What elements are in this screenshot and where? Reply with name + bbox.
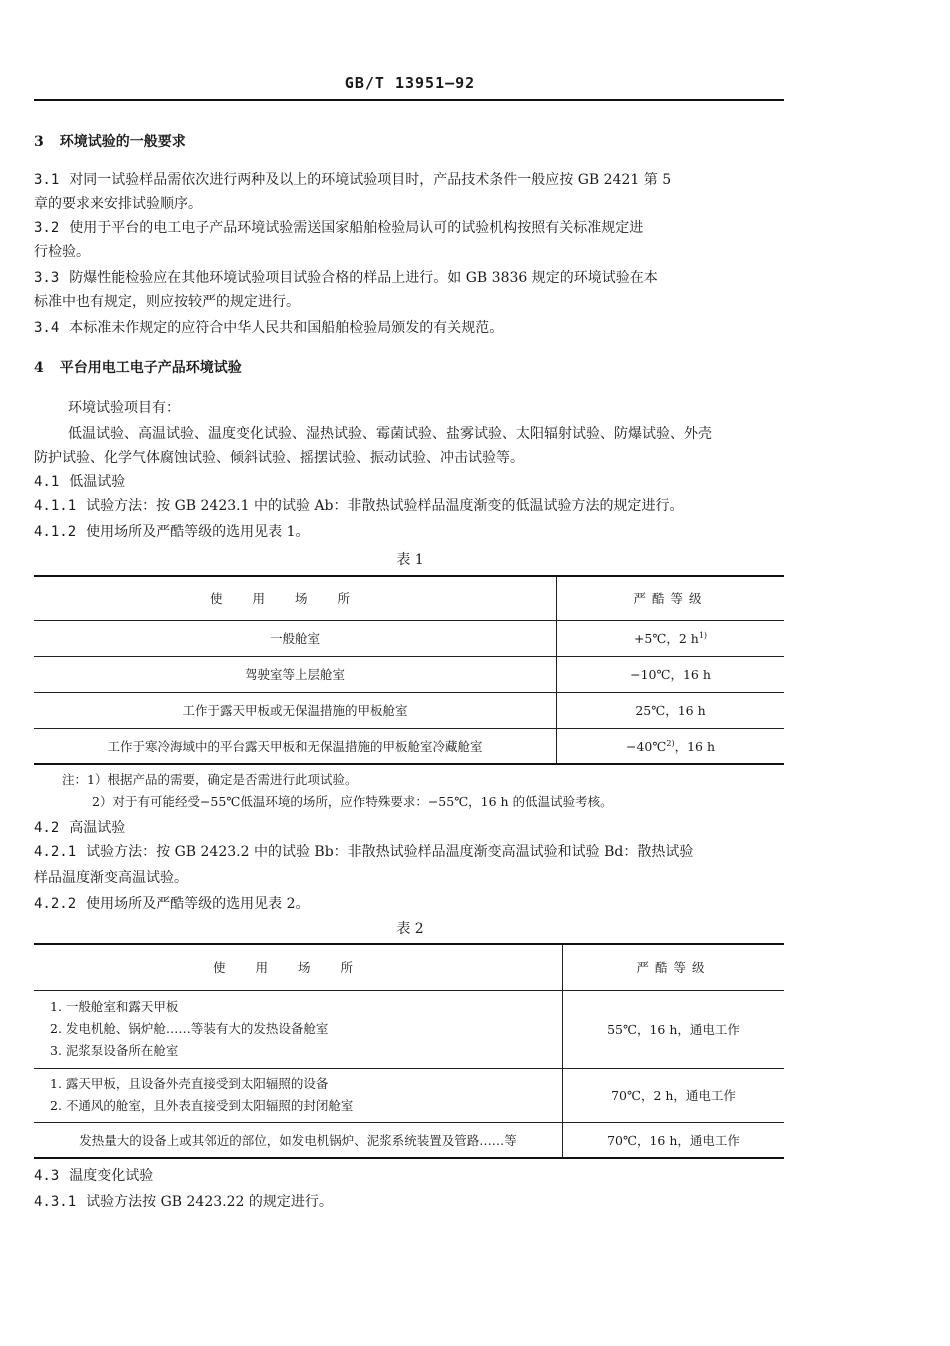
clause-4-1-1	[34, 494, 786, 518]
clause-title: 高温试验	[69, 820, 126, 836]
para-3-1-line1	[34, 168, 786, 192]
para-3-3-line2: 标准中也有规定，则应按较严的规定进行。	[34, 294, 300, 310]
level-cell: 70℃，2 h，通电工作	[563, 1068, 785, 1122]
clause-number: 4.1.2	[34, 524, 77, 540]
clause-number: 3.4	[34, 320, 60, 336]
test-items-line2: 防护试验、化学气体腐蚀试验、倾斜试验、摇摆试验、振动试验、冲击试验等。	[34, 450, 524, 466]
level-cell: −10℃，16 h	[557, 656, 785, 692]
para-3-1-line2: 章的要求来安排试验顺序。	[34, 196, 202, 212]
test-items-line1: 低温试验、高温试验、温度变化试验、湿热试验、霉菌试验、盐雾试验、太阳辐射试验、防爆试验、外壳	[68, 426, 712, 442]
table-row	[34, 990, 784, 1068]
place-cell	[34, 1068, 563, 1122]
para-3-2-line1	[34, 216, 786, 240]
place-cell: 工作于寒冷海域中的平台露天甲板和无保温措施的甲板舱室冷藏舱室	[34, 728, 557, 764]
level-cell: 55℃，16 h，通电工作	[563, 990, 785, 1068]
place-cell: 工作于露天甲板或无保温措施的甲板舱室	[34, 692, 557, 728]
column-header-level: 严酷等级	[563, 944, 785, 990]
list-item: 2. 发电机舱、锅炉舱……等装有大的发热设备舱室	[50, 1021, 329, 1036]
clause-number: 4.2.2	[34, 896, 77, 912]
section-number: 4	[34, 360, 44, 376]
clause-title: 温度变化试验	[69, 1168, 154, 1184]
para-text: 使用场所及严酷等级的选用见表 1。	[86, 524, 310, 540]
standard-code-header: GB/T 13951—92	[344, 74, 476, 92]
table-row	[34, 728, 784, 764]
table-2	[34, 943, 784, 1159]
footnote-ref: 1)	[698, 630, 708, 640]
level-cell	[557, 728, 785, 764]
level-text: −40℃	[625, 738, 667, 754]
list-item: 1. 露天甲板，且设备外壳直接受到太阳辐照的设备	[50, 1076, 329, 1091]
clause-4-2-1-line2: 样品温度渐变高温试验。	[34, 870, 188, 886]
table-row	[34, 692, 784, 728]
para-3-3-line1	[34, 266, 786, 290]
clause-number: 3.1	[34, 172, 60, 188]
column-header-place: 使用场所	[34, 944, 563, 990]
column-header-place: 使用场所	[34, 576, 557, 620]
table-1-note-2: 2）对于有可能经受−55℃低温环境的场所，应作特殊要求：−55℃，16 h 的低温试验考核。	[92, 794, 613, 809]
para-text: 对同一试验样品需依次进行两种及以上的环境试验项目时，产品技术条件一般应按 GB 2421 第 5	[69, 172, 672, 188]
clause-4-2-2	[34, 892, 786, 916]
place-cell: 驾驶室等上层舱室	[34, 656, 557, 692]
section-number: 3	[34, 134, 44, 150]
para-text: 试验方法：按 GB 2423.1 中的试验 Ab：非散热试验样品温度渐变的低温试验方法的规定进行。	[86, 498, 684, 514]
para-3-2-line2: 行检验。	[34, 244, 90, 260]
para-text: 本标准未作规定的应符合中华人民共和国船舶检验局颁发的有关规范。	[69, 320, 504, 336]
table-header-row	[34, 944, 784, 990]
list-item: 1. 一般舱室和露天甲板	[50, 999, 179, 1014]
clause-number: 4.2.1	[34, 844, 77, 860]
section-title: 平台用电工电子产品环境试验	[59, 360, 242, 376]
footnote-ref: 2)	[666, 738, 675, 748]
para-text: 试验方法按 GB 2423.22 的规定进行。	[86, 1194, 333, 1210]
clause-4-1-2	[34, 520, 786, 544]
place-cell	[34, 990, 563, 1068]
para-text: 防爆性能检验应在其他环境试验项目试验合格的样品上进行。如 GB 3836 规定的环境试验在本	[69, 270, 658, 286]
para-text: 试验方法：按 GB 2423.2 中的试验 Bb：非散热试验样品温度渐变高温试验和试验 Bd：散热试验	[86, 844, 694, 860]
table-row	[34, 1122, 784, 1158]
level-text: ，16 h	[674, 738, 716, 754]
para-3-4	[34, 316, 786, 340]
clause-number: 4.2	[34, 820, 60, 836]
level-text: +5℃，2 h	[633, 631, 699, 646]
section-title: 环境试验的一般要求	[59, 134, 186, 150]
list-item: 3. 泥浆泵设备所在舱室	[50, 1043, 179, 1058]
table-row	[34, 656, 784, 692]
table-header-row	[34, 576, 784, 620]
section-4-heading	[34, 356, 786, 380]
clause-4-3-1	[34, 1190, 786, 1214]
clause-number: 3.2	[34, 220, 60, 236]
table-1-caption: 表 1	[396, 552, 424, 568]
clause-number: 4.1.1	[34, 498, 77, 514]
table-1-note-1: 注：1）根据产品的需要，确定是否需进行此项试验。	[62, 772, 358, 787]
level-cell: 25℃，16 h	[557, 692, 785, 728]
clause-number: 3.3	[34, 270, 60, 286]
section-3-heading	[34, 130, 786, 154]
header-rule	[34, 99, 784, 101]
column-header-level: 严酷等级	[557, 576, 785, 620]
list-item: 2. 不通风的舱室，且外表直接受到太阳辐照的封闭舱室	[50, 1098, 354, 1113]
place-cell: 发热量大的设备上或其邻近的部位，如发电机锅炉、泥浆系统装置及管路……等	[34, 1122, 563, 1158]
para-text: 使用场所及严酷等级的选用见表 2。	[86, 896, 310, 912]
table-row	[34, 1068, 784, 1122]
clause-number: 4.3.1	[34, 1194, 77, 1210]
table-1	[34, 575, 784, 765]
clause-number: 4.1	[34, 474, 60, 490]
clause-4-2-heading	[34, 816, 786, 840]
clause-number: 4.3	[34, 1168, 60, 1184]
para-text: 使用于平台的电工电子产品环境试验需送国家船舶检验局认可的试验机构按照有关标准规定进	[69, 220, 644, 236]
clause-4-2-1-line1	[34, 840, 786, 864]
table-2-caption: 表 2	[396, 921, 424, 937]
test-items-intro: 环境试验项目有：	[68, 400, 180, 416]
level-cell: 70℃，16 h，通电工作	[563, 1122, 785, 1158]
table-row	[34, 620, 784, 656]
place-cell: 一般舱室	[34, 620, 557, 656]
clause-4-1-heading	[34, 470, 786, 494]
clause-title: 低温试验	[69, 474, 126, 490]
clause-4-3-heading	[34, 1164, 786, 1188]
level-cell	[557, 620, 785, 656]
